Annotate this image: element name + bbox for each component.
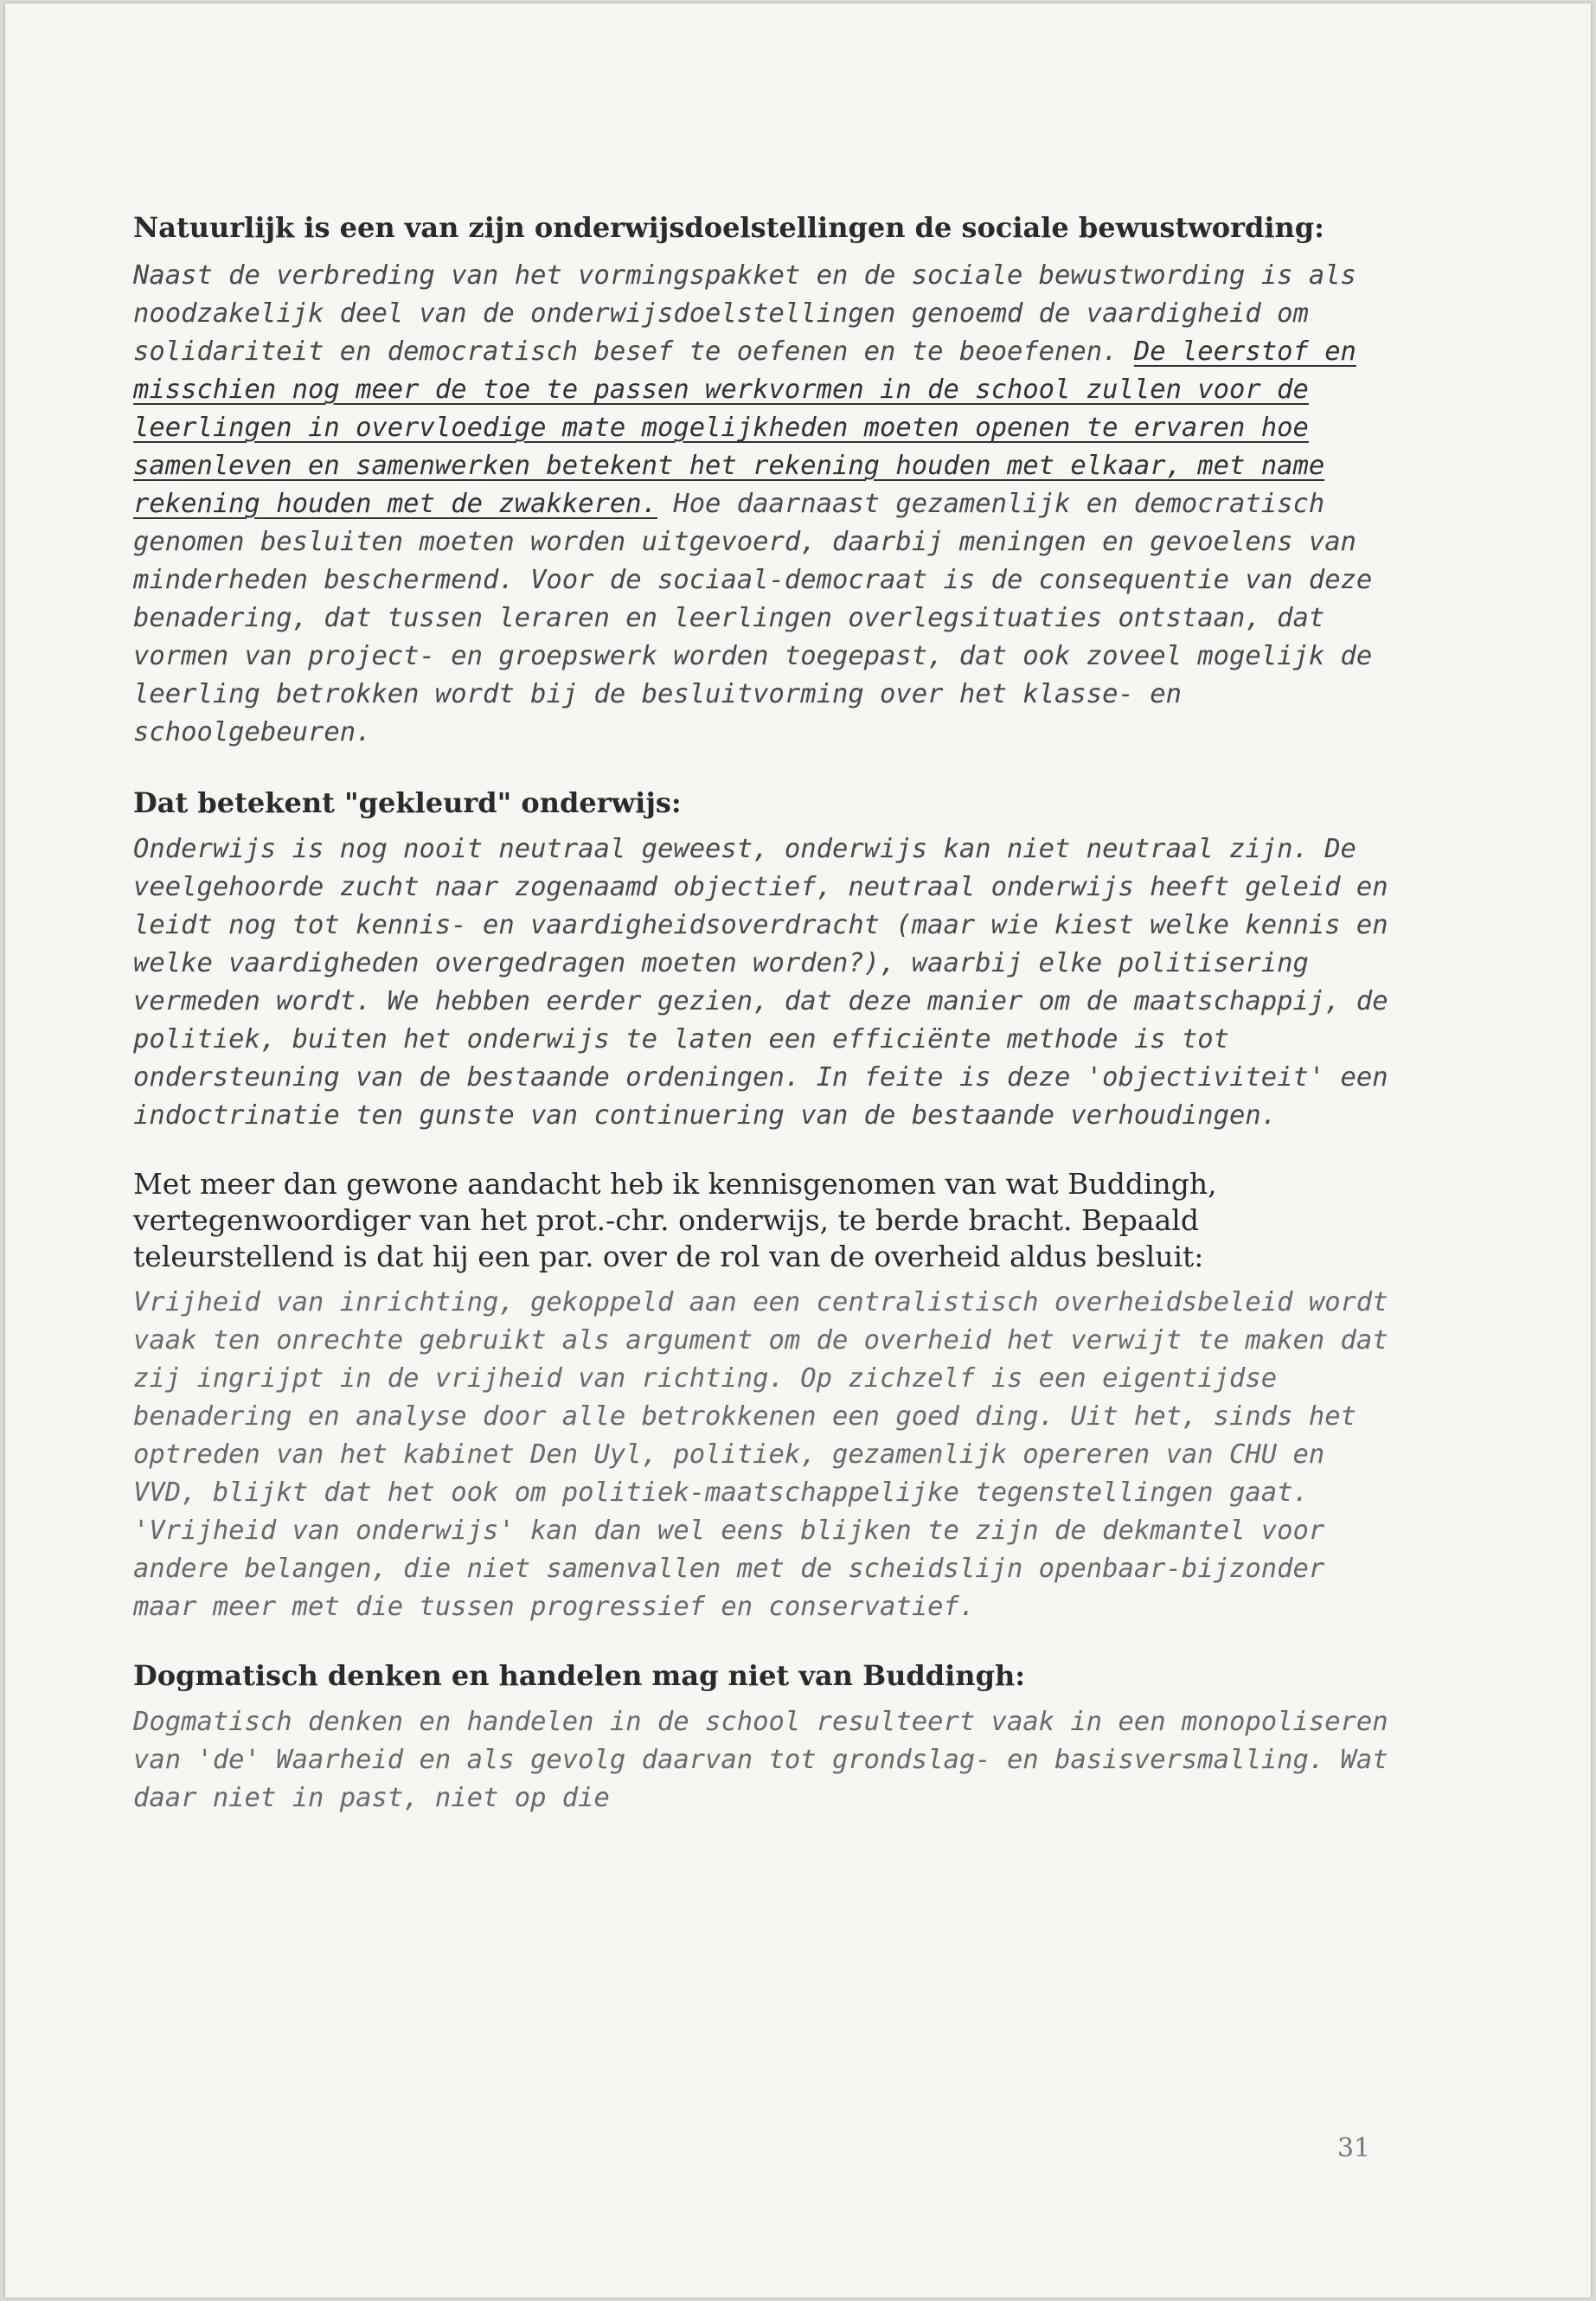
section-1-quote-after: Hoe daarnaast gezamenlijk en democratisch genomen besluiten moeten worden uitgevoerd, daarbij meningen en gevoelens van minderheden beschermend. Voor de sociaal-democraat is de consequentie van deze benadering, dat tussen leraren en leerlingen overlegsituaties ontstaan, dat vormen van project- en groepswerk worden toegepast, dat ook zoveel mogelijk de leerling betrokken wordt bij de besluitvorming over het klasse- en schoolgebeuren. bbox=[133, 489, 1373, 747]
page-number: 31 bbox=[1337, 2133, 1371, 2163]
section-1-quote-underlined: De leerstof en misschien nog meer de toe te passen werkvormen in de school zullen voor de leerlingen in overvloedige mate mogelijkheden moeten openen te ervaren hoe samenleven en samenwerken betekent het rekening houden met elkaar, met name rekening houden met de zwakkeren. bbox=[133, 336, 1356, 519]
section-1-quote-before: Naast de verbreding van het vormingspakket en de sociale bewustwording is als noodzakelijk deel van de onderwijsdoelstellingen genoemd de vaardigheid om solidariteit en democratisch besef te oefenen en te beoefenen. bbox=[133, 260, 1356, 367]
page-content bbox=[133, 209, 1401, 1817]
section-1-quote bbox=[133, 257, 1401, 752]
section-4-quote: Dogmatisch denken en handelen in de school resulteert vaak in een monopoliseren van 'de' Waarheid en als gevolg daarvan tot grondslag- en basisversmalling. Wat daar niet in past, niet op die bbox=[133, 1707, 1388, 1813]
section-2-quote: Onderwijs is nog nooit neutraal geweest, onderwijs kan niet neutraal zijn. De veelgehoorde zucht naar zogenaamd objectief, neutraal onderwijs heeft geleid en leidt nog tot kennis- en vaardigheidsoverdracht (maar wie kiest welke kennis en welke vaardigheden overgedragen moeten worden?), waarbij elke politisering vermeden wordt. We hebben eerder gezien, dat deze manier om de maatschappij, de politiek, buiten het onderwijs te laten een efficiënte methode is tot ondersteuning van de bestaande ordeningen. In feite is deze 'objectiviteit' een indoctrinatie ten gunste van continuering van de bestaande verhoudingen. bbox=[133, 834, 1388, 1131]
document-page bbox=[5, 3, 1591, 2298]
section-1-intro: Natuurlijk is een van zijn onderwijsdoelstellingen de sociale bewustwording: bbox=[133, 211, 1324, 244]
section-3-intro: Met meer dan gewone aandacht heb ik kennisgenomen van wat Buddingh, vertegenwoordiger van het prot.-chr. onderwijs, te berde bracht. Bepaald teleurstellend is dat hij een par. over de rol van de overheid aldus besluit: bbox=[133, 1167, 1217, 1273]
section-2-intro: Dat betekent "gekleurd" onderwijs: bbox=[133, 786, 682, 819]
section-3-quote: Vrijheid van inrichting, gekoppeld aan een centralistisch overheidsbeleid wordt vaak ten onrechte gebruikt als argument om de overheid het verwijt te maken dat zij ingrijpt in de vrijheid van richting. Op zichzelf is een eigentijdse benadering en analyse door alle betrokkenen een goed ding. Uit het, sinds het optreden van het kabinet Den Uyl, politiek, gezamenlijk opereren van CHU en VVD, blijkt dat het ook om politiek-maatschappelijke tegenstellingen gaat. 'Vrijheid van onderwijs' kan dan wel eens blijken te zijn de dekmantel voor andere belangen, die niet samenvallen met de scheidslijn openbaar-bijzonder maar meer met die tussen progressief en conservatief. bbox=[133, 1287, 1388, 1622]
section-4-intro: Dogmatisch denken en handelen mag niet van Buddingh: bbox=[133, 1659, 1026, 1692]
